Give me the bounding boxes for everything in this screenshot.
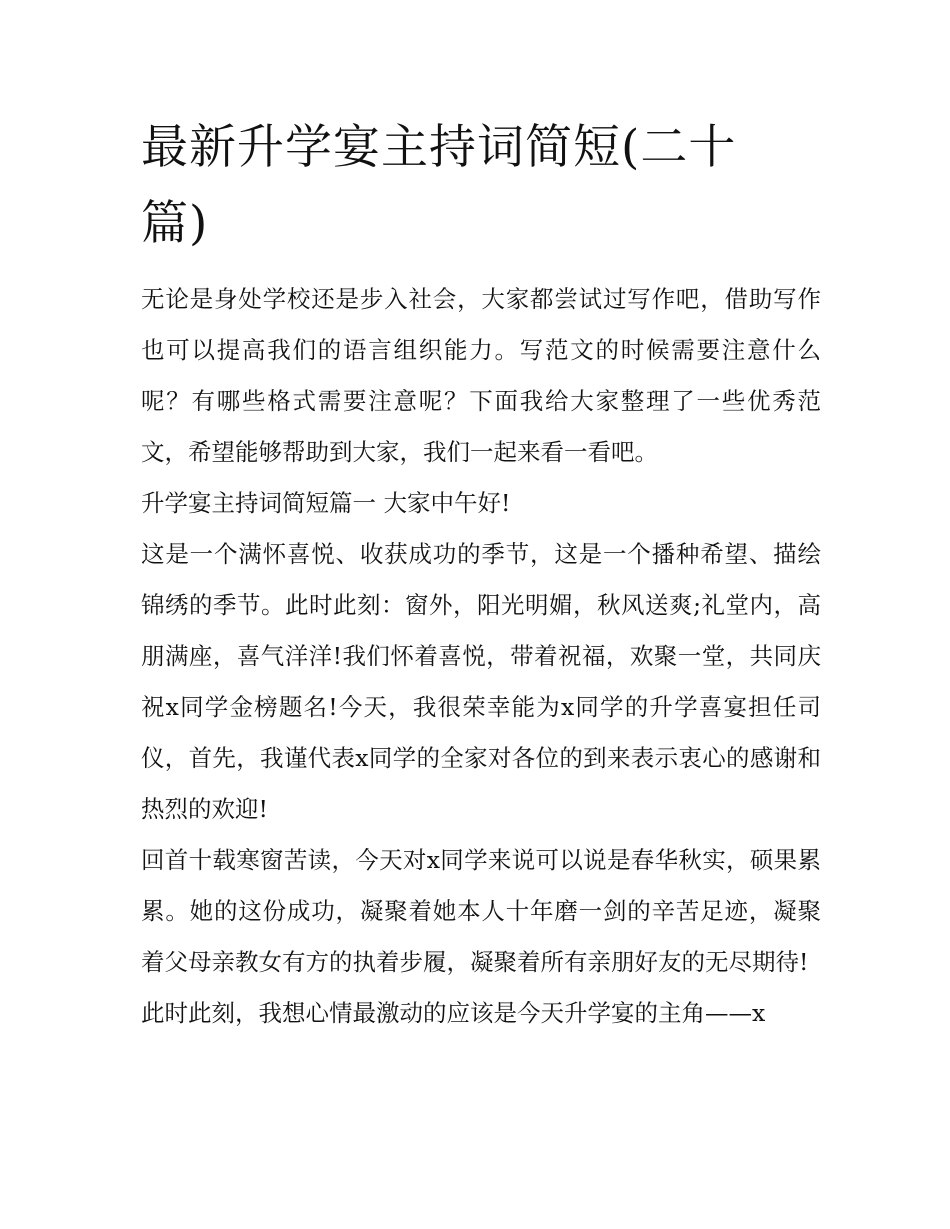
- paragraph-greeting: 这是一个满怀喜悦、收获成功的季节，这是一个播种希望、描绘锦绣的季节。此时此刻：窗外，阳光明媚，秋风送爽;礼堂内，高朋满座，喜气洋洋!我们怀着喜悦，带着祝福，欢聚一堂，共同庆祝x同学金榜题名!今天，我很荣幸能为x同学的升学喜宴担任司仪，首先，我谨代表x同学的全家对各位的到来表示衷心的感谢和热烈的欢迎!: [141, 540, 821, 823]
- paragraph-section-heading: 升学宴主持词简短篇一 大家中午好!: [141, 489, 511, 517]
- paragraph-retrospect: 回首十载寒窗苦读，今天对x同学来说可以说是春华秋实，硕果累累。她的这份成功，凝聚着她本人十年磨一剑的辛苦足迹，凝聚着父母亲教女有方的执着步履，凝聚着所有亲朋好友的无尽期待!: [141, 846, 821, 976]
- paragraph-intro: 无论是身处学校还是步入社会，大家都尝试过写作吧，借助写作也可以提高我们的语言组织能力。写范文的时候需要注意什么呢？有哪些格式需要注意呢？下面我给大家整理了一些优秀范文，希望能够帮助到大家，我们一起来看一看吧。: [141, 285, 821, 466]
- document-title: 最新升学宴主持词简短(二十篇): [141, 120, 737, 251]
- paragraph-closing: 此时此刻，我想心情最激动的应该是今天升学宴的主角——x: [141, 999, 766, 1027]
- document-body: [141, 110, 821, 1039]
